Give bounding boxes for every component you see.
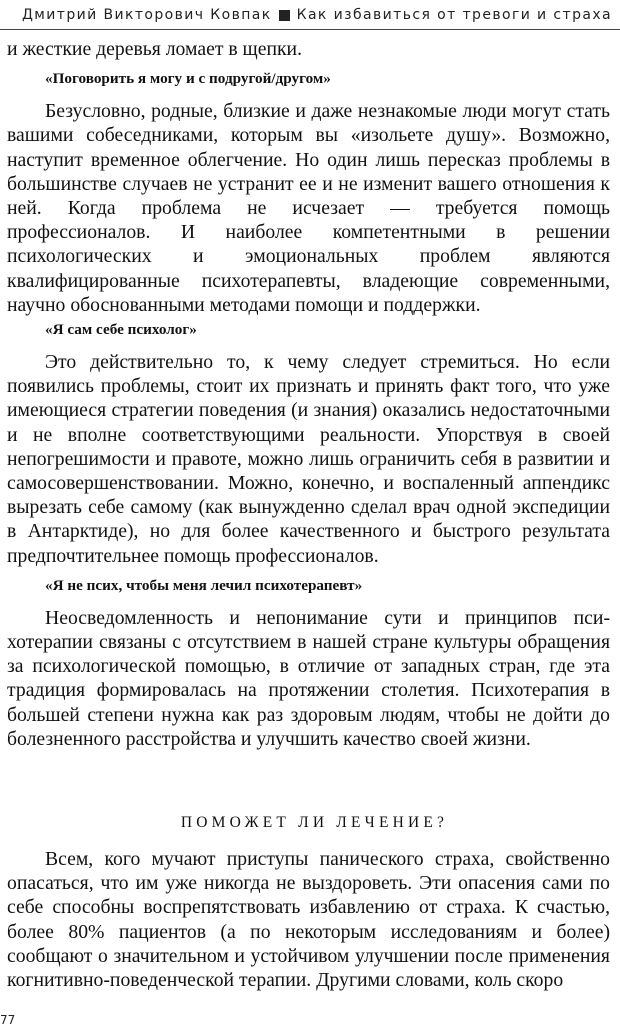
paragraph-continuation: и жесткие деревья ломает в щепки.: [7, 38, 303, 60]
myth-heading-friend: «Поговорить я могу и с подругой/другом»: [45, 70, 331, 88]
header-book-title: Как избавиться от тревоги и страха: [296, 7, 612, 23]
header-rule: [0, 29, 620, 30]
section-title: ПОМОЖЕТ ЛИ ЛЕЧЕНИЕ?: [180, 814, 449, 832]
page-body: [7, 37, 610, 992]
header-author: Дмитрий Викторович Ковпак: [21, 7, 272, 23]
paragraph-self-psychologist: Это действительно то, к чему следует стремиться. Но если появились проблемы, стоит их признать и принять факт того, что уже имеющиеся стратегии поведения (и знания) оказались недостаточными и не вполне соответствующими реальности. Упорствуя в своей непогрешимости и правоте, можно лишь ограничить себя в развитии и самосовершенствовании. Можно, конечно, и воспаленный аппендикс вырезать себе самому (как вынужденно сделал врач одной экспедиции в Антарктиде), но для более качественного и быстрого результата предпочтительнее помощь профессионалов.: [7, 351, 610, 567]
myth-heading-not-crazy: «Я не псих, чтобы меня лечил психотерапевт»: [45, 576, 363, 594]
separator-square-icon: [279, 10, 290, 21]
running-header: [0, 0, 620, 30]
paragraph-not-crazy: Неосведомленность и непонимание сути и принципов психотерапии связаны с отсутствием в нашей стране культуры обращения за психологической помощью, в отличие от западных стран, где эта традиция формировалась на протяжении столетия. Психотерапия в большей степени нужна как раз здоровым людям, чтобы не дойти до болезненного расстройства и улучшить качество своей жизни.: [7, 606, 610, 750]
paragraph-friend: Безусловно, родные, близкие и даже незнакомые люди могут стать вашими собеседниками, которым вы «изольете душу». Возможно, наступит временное облегчение. Но один лишь пересказ проблемы в большинстве случаев не устранит ее и не изменит вашего отношения к ней. Когда проблема не исчезает — требуется помощь профессионалов. И наиболее компетентными в решении психологических и эмоциональных проблем являются квалифицированные психотерапевты, владеющие современными, научно обоснованными методами помощи и поддержки.: [7, 100, 610, 316]
myth-heading-self-psychologist: «Я сам себе психолог»: [45, 321, 197, 339]
page-number: 77: [0, 1013, 16, 1027]
paragraph-treatment: Всем, кого мучают приступы панического страха, свойственно опасаться, что им уже никогда не выздороветь. Эти опасения сами по себе способны воспрепятствовать избавлению от страха. К счастью, более 80% пациентов (а по некоторым исследованиям и более) сообщают о значительном и устойчивом улучшении после применения когнитивно-поведенческой терапии. Другими словами, коль скоро: [7, 848, 610, 992]
